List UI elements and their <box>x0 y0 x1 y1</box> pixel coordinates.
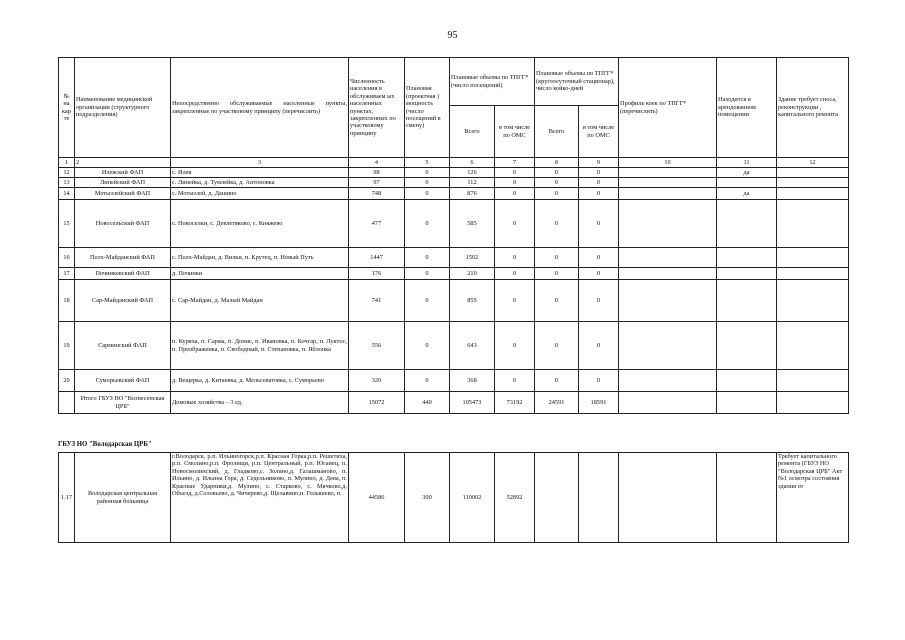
row-cap: 0 <box>405 248 450 268</box>
row-v-total: 368 <box>450 370 495 392</box>
column-number: 5 <box>405 158 450 168</box>
row-pop: 176 <box>349 268 405 280</box>
row-h-total: 0 <box>535 268 579 280</box>
header-rented: Находится в арендованном помещении <box>717 58 777 158</box>
total-pop: 15072 <box>349 392 405 414</box>
row-settlements: с. Линейка, д. Тумлейка, д. Антоновка <box>171 178 349 188</box>
table-row <box>59 453 849 543</box>
row-v-oms: 52892 <box>495 453 535 543</box>
row-h-total: 0 <box>535 178 579 188</box>
row-name: Суморьевский ФАП <box>75 370 171 392</box>
row-h-oms <box>579 453 619 543</box>
header-total-2: Всего <box>535 106 579 158</box>
row-cap: 0 <box>405 370 450 392</box>
row-name: Липейский ФАП <box>75 178 171 188</box>
row-v-oms: 0 <box>495 178 535 188</box>
row-num: 18 <box>59 280 75 322</box>
row-num: 13 <box>59 178 75 188</box>
row-repair <box>777 168 849 178</box>
row-repair <box>777 178 849 188</box>
row-name: Илевский ФАП <box>75 168 171 178</box>
header-incl-oms-2: в том числе по ОМС <box>579 106 619 158</box>
table-row <box>59 188 849 200</box>
row-pop: 556 <box>349 322 405 370</box>
row-name: Сарминский ФАП <box>75 322 171 370</box>
row-v-oms: 0 <box>495 200 535 248</box>
column-number: 8 <box>535 158 579 168</box>
row-v-total: 855 <box>450 280 495 322</box>
row-repair <box>777 188 849 200</box>
row-cap: 0 <box>405 188 450 200</box>
total-name: Итого ГБУЗ НО "Вознесенская ЦРБ" <box>75 392 171 414</box>
row-pop: 44586 <box>349 453 405 543</box>
row-repair: Требует капитального ремонта (ГБУЗ НО "Володарская ЦРБ" Акт №1 осмотра состояния здания от <box>777 453 849 543</box>
row-v-oms: 0 <box>495 248 535 268</box>
row-cap: 0 <box>405 268 450 280</box>
column-number: 3 <box>171 158 349 168</box>
total-v-total: 105473 <box>450 392 495 414</box>
column-number: 12 <box>777 158 849 168</box>
row-num: 17 <box>59 268 75 280</box>
row-h-oms: 0 <box>579 280 619 322</box>
row-v-total: 643 <box>450 322 495 370</box>
row-h-total: 0 <box>535 168 579 178</box>
row-cap: 300 <box>405 453 450 543</box>
row-rented <box>717 370 777 392</box>
table-row <box>59 168 849 178</box>
row-h-total: 0 <box>535 188 579 200</box>
row-h-oms: 0 <box>579 178 619 188</box>
row-rented <box>717 322 777 370</box>
row-pop: 741 <box>349 280 405 322</box>
row-cap: 0 <box>405 168 450 178</box>
header-population: Численность населения в обслуживаем ых населенных пунктах, закрепленных по участковому принципу <box>349 58 405 158</box>
total-row <box>59 392 849 414</box>
row-rented <box>717 200 777 248</box>
row-num: 15 <box>59 200 75 248</box>
column-number: 1 <box>59 158 75 168</box>
row-rented <box>717 453 777 543</box>
row-settlements: с. Полх-Майдан, д. Вилки, п. Крутец, п. Новый Путь <box>171 248 349 268</box>
row-cap: 0 <box>405 322 450 370</box>
row-v-oms: 0 <box>495 322 535 370</box>
row-profile <box>619 178 717 188</box>
row-h-oms: 0 <box>579 322 619 370</box>
row-name: Сар-Майданский ФАП <box>75 280 171 322</box>
table-row <box>59 178 849 188</box>
row-profile <box>619 268 717 280</box>
row-settlements: с. Илев <box>171 168 349 178</box>
row-num: 12 <box>59 168 75 178</box>
row-h-oms: 0 <box>579 268 619 280</box>
row-name: Новосельский ФАП <box>75 200 171 248</box>
row-name: Полх-Майданский ФАП <box>75 248 171 268</box>
column-number: 2 <box>75 158 171 168</box>
column-number: 7 <box>495 158 535 168</box>
row-h-total: 0 <box>535 322 579 370</box>
row-num: 20 <box>59 370 75 392</box>
row-v-total: 126 <box>450 168 495 178</box>
section2-table <box>58 452 849 543</box>
row-h-oms: 0 <box>579 200 619 248</box>
column-numbers-row <box>59 158 849 168</box>
row-num: 19 <box>59 322 75 370</box>
row-h-oms: 0 <box>579 168 619 178</box>
row-settlements: д. Вещерка, д. Китаевка, д. Мельсеватовка, с. Суморьево <box>171 370 349 392</box>
row-rented: да <box>717 168 777 178</box>
row-pop: 1447 <box>349 248 405 268</box>
row-v-total: 112 <box>450 178 495 188</box>
total-v-oms: 73192 <box>495 392 535 414</box>
row-settlements: с. Новоселки, с. Девлетяково, с. Княжево <box>171 200 349 248</box>
row-repair <box>777 370 849 392</box>
header-capacity: Плановая (проектная ) мощность (число посещений в смену) <box>405 58 450 158</box>
row-profile <box>619 188 717 200</box>
row-rented <box>717 280 777 322</box>
row-profile <box>619 280 717 322</box>
row-rented: да <box>717 188 777 200</box>
column-number: 6 <box>450 158 495 168</box>
row-h-oms: 0 <box>579 370 619 392</box>
header-settlements: Непосредственно обслуживаемые населенные пункты, закрепленные по участковому принципу (перечислить) <box>171 58 349 158</box>
row-h-total <box>535 453 579 543</box>
row-repair <box>777 280 849 322</box>
header-planned-hosp: Плановые объемы по ТПГГ* (круглосуточный стационар), число койко-дней <box>535 58 619 106</box>
table-row <box>59 322 849 370</box>
row-v-oms: 0 <box>495 188 535 200</box>
row-name: Мотызлейский ФАП <box>75 188 171 200</box>
row-profile <box>619 322 717 370</box>
header-total: Всего <box>450 106 495 158</box>
row-rented <box>717 248 777 268</box>
row-v-oms: 0 <box>495 280 535 322</box>
column-number: 11 <box>717 158 777 168</box>
row-cap: 0 <box>405 280 450 322</box>
row-pop: 320 <box>349 370 405 392</box>
row-v-total: 876 <box>450 188 495 200</box>
row-profile <box>619 200 717 248</box>
row-v-oms: 0 <box>495 268 535 280</box>
row-v-oms: 0 <box>495 168 535 178</box>
row-v-oms: 0 <box>495 370 535 392</box>
table-row <box>59 370 849 392</box>
column-number: 4 <box>349 158 405 168</box>
page-number: 95 <box>447 30 458 41</box>
total-h-total: 24591 <box>535 392 579 414</box>
row-cap: 0 <box>405 200 450 248</box>
row-settlements: с. Сар-Майдан, д. Малый Майдан <box>171 280 349 322</box>
total-h-oms: 18591 <box>579 392 619 414</box>
row-repair <box>777 248 849 268</box>
table-row <box>59 280 849 322</box>
row-num: 1.17 <box>59 453 75 543</box>
header-num: № на кар те <box>59 58 75 158</box>
row-num: 14 <box>59 188 75 200</box>
row-profile <box>619 453 717 543</box>
row-settlements: г.Володарск, р.п. Ильиногорск,р.п. Красная Горка,р.п. Решетиха, р.п. Смолино,р.п. Фролищи, р.п. Центральный, р.п. Юганец, п. Новосмолинский, д. Гладково,с. Золино,д. Галашманово, п. Ильино, д. Ильина Гора, д. Седельниково, п. Мулино, д. Дева, п. Красные Ударники,д. Мулино, с. Старково, с. Мячково,д. Объезд, д.Соловьево, д. Чичерево,д. Щелавино,п. Голышево, п. <box>171 453 349 543</box>
row-pop: 97 <box>349 178 405 188</box>
row-h-total: 0 <box>535 280 579 322</box>
column-number: 10 <box>619 158 717 168</box>
row-cap: 0 <box>405 178 450 188</box>
column-number: 9 <box>579 158 619 168</box>
row-profile <box>619 370 717 392</box>
row-repair <box>777 268 849 280</box>
row-profile <box>619 168 717 178</box>
row-settlements: п. Куряха, п. Сарма, п. Донис, п. Ивановка, п. Кочгар, п. Луктос, п. Преображенка, п. Свободный, п. Степановка, п. Яблонка <box>171 322 349 370</box>
row-h-oms: 0 <box>579 248 619 268</box>
total-settlements: Домовые хозяйства – 3 ед. <box>171 392 349 414</box>
row-v-total: 110002 <box>450 453 495 543</box>
row-pop: 98 <box>349 168 405 178</box>
row-repair <box>777 322 849 370</box>
row-v-total: 585 <box>450 200 495 248</box>
header-planned-tpgg: Плановые объемы по ТПГГ* (число посещений) <box>450 58 535 106</box>
header-bed-profile: Профиль коек по ТПГГ* (перечислить) <box>619 58 717 158</box>
row-settlements: с. Мотызлей, д. Дашино <box>171 188 349 200</box>
row-h-total: 0 <box>535 200 579 248</box>
row-num: 16 <box>59 248 75 268</box>
row-h-total: 0 <box>535 248 579 268</box>
row-h-total: 0 <box>535 370 579 392</box>
row-h-oms: 0 <box>579 188 619 200</box>
row-v-total: 1502 <box>450 248 495 268</box>
row-name: Володарская центральная районная больница <box>75 453 171 543</box>
row-repair <box>777 200 849 248</box>
table-row <box>59 248 849 268</box>
header-org-name: Наименование медицинской организации (структурного подразделения) <box>75 58 171 158</box>
table-row <box>59 200 849 248</box>
main-table <box>58 57 849 414</box>
row-v-total: 210 <box>450 268 495 280</box>
row-pop: 748 <box>349 188 405 200</box>
header-repair: Здание требует сноса, реконструкции , капитального ремонта <box>777 58 849 158</box>
row-rented <box>717 268 777 280</box>
header-incl-oms: в том числе по ОМС <box>495 106 535 158</box>
row-rented <box>717 178 777 188</box>
row-settlements: д. Починки <box>171 268 349 280</box>
row-pop: 477 <box>349 200 405 248</box>
table-row <box>59 268 849 280</box>
row-name: Починковский ФАП <box>75 268 171 280</box>
total-cap: 440 <box>405 392 450 414</box>
section-title: ГБУЗ НО "Володарская ЦРБ" <box>58 441 152 448</box>
row-profile <box>619 248 717 268</box>
